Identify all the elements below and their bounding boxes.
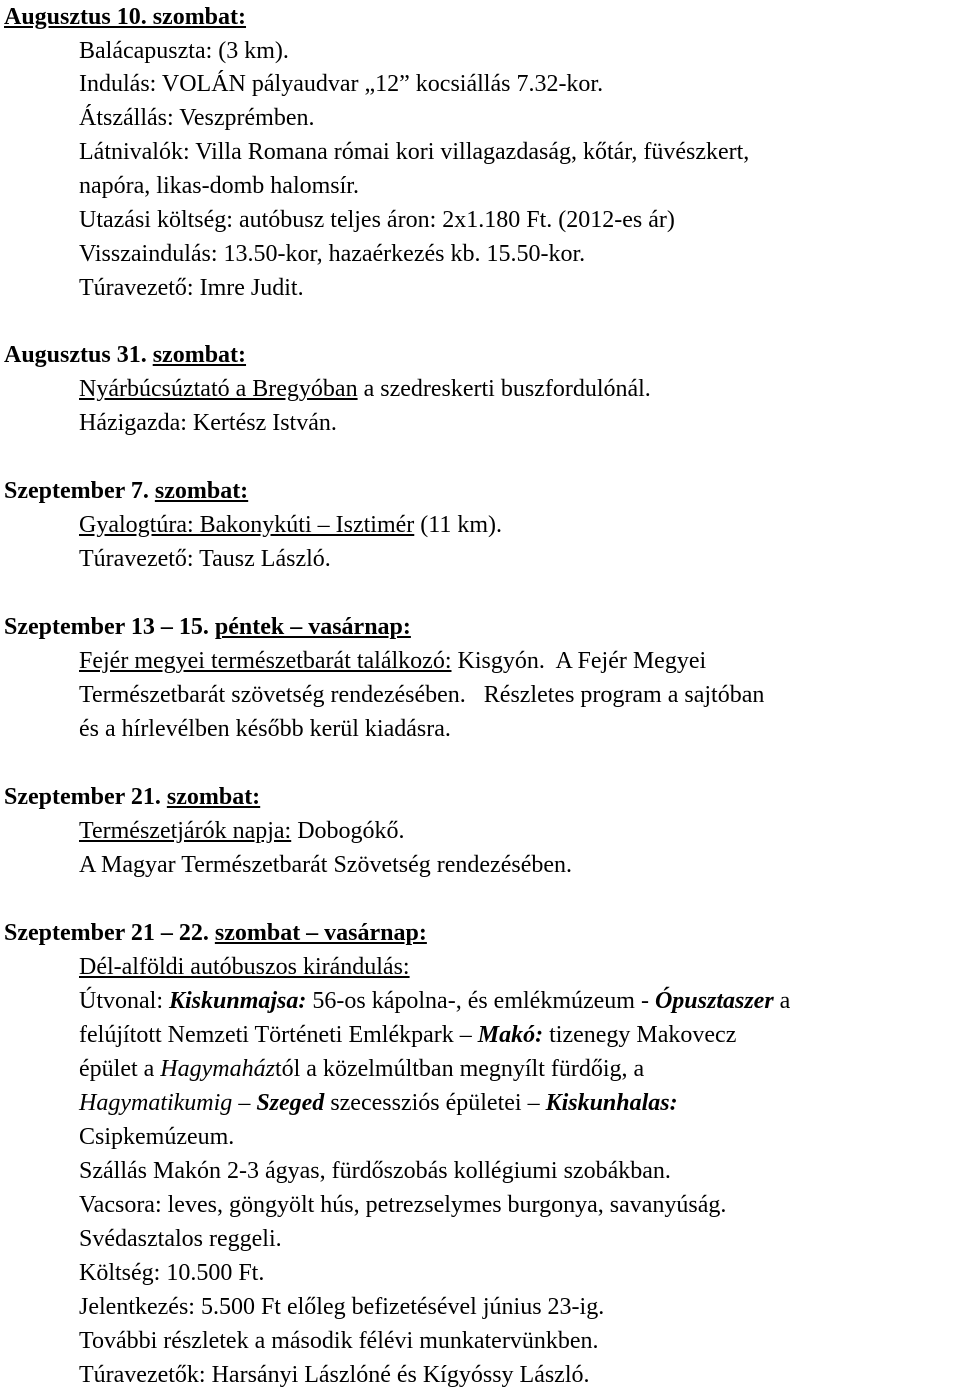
event-line: Természetbarát szövetség rendezésében. Részletes program a sajtóban [79,682,765,708]
event-day: péntek – vasárnap: [214,614,411,640]
event-heading: Augusztus 10. szombat: [4,4,247,30]
event-title: Fejér megyei természetbarát találkozó: [79,648,452,674]
route-line [79,1054,644,1084]
event-line: és a hírlevélben később kerül kiadásra. [79,716,451,742]
event-line: Látnivalók: Villa Romana római kori villagazdaság, kőtár, füvészkert, [79,139,750,165]
event-line: Túravezető: Imre Judit. [79,275,304,301]
event-line: Túravezetők: Harsányi Lászlóné és Kígyóssy László. [79,1362,590,1388]
route-text: tizenegy Makovecz [543,1022,737,1048]
route-place: Szeged [256,1090,325,1116]
event-title-line [79,646,706,676]
event-title-rest: (11 km). [414,512,503,538]
event-title-line [79,816,405,846]
event-line: napóra, likas-domb halomsír. [79,173,359,199]
route-text: felújított Nemzeti Történeti Emlékpark – [79,1022,478,1048]
event-heading [4,476,248,506]
route-line [79,986,790,1016]
event-line: Szállás Makón 2-3 ágyas, fürdőszobás kollégiumi szobákban. [79,1158,671,1184]
event-heading [4,612,411,642]
event-heading [4,782,260,812]
route-text: tól a közelmúltban megnyílt fürdőig, a [274,1056,645,1082]
event-day: szombat: [152,342,247,368]
event-title-rest: a szedreskerti buszfordulónál. [357,376,651,402]
route-text: 56-os kápolna-, és emlékmúzeum - [306,988,655,1014]
route-place: Kiskunhalas: [545,1090,678,1116]
route-place: Makó: [477,1022,544,1048]
route-text: Útvonal: [79,988,169,1014]
event-date: Szeptember 21 – 22. [4,920,209,946]
event-day: szombat: [154,478,249,504]
event-title: Gyalogtúra: Bakonykúti – Isztimér [79,512,415,538]
event-title-line [79,510,502,540]
event-line: Svédasztalos reggeli. [79,1226,282,1252]
route-line: Csipkemúzeum. [79,1124,235,1150]
event-line: Túravezető: Tausz László. [79,546,331,572]
event-line: Átszállás: Veszprémben. [79,105,315,131]
event-line: Házigazda: Kertész István. [79,410,337,436]
event-date: Szeptember 21. [4,784,161,810]
route-place: Hagymatikumig [79,1090,233,1116]
event-line: További részletek a második félévi munkatervünkben. [79,1328,599,1354]
event-line: A Magyar Természetbarát Szövetség rendezésében. [79,852,572,878]
route-text: épület a [79,1056,161,1082]
route-place: Ópusztaszer [654,988,774,1014]
event-date: Augusztus 31. [4,342,147,368]
event-title: Természetjárók napja: [79,818,292,844]
event-line: Utazási költség: autóbusz teljes áron: 2x1.180 Ft. (2012-es ár) [79,207,675,233]
event-title-rest: Dobogókő. [291,818,405,844]
event-title: Nyárbúcsúztató a Bregyóban [79,376,358,402]
route-text: szecessziós épületei – [324,1090,546,1116]
event-heading [4,340,246,370]
route-line [79,1088,678,1118]
event-day: szombat: [166,784,261,810]
event-title-line [79,374,651,404]
route-line [79,1020,736,1050]
event-line: Visszaindulás: 13.50-kor, hazaérkezés kb. 15.50-kor. [79,241,586,267]
route-text: a [773,988,791,1014]
event-day: szombat – vasárnap: [214,920,427,946]
event-line: Költség: 10.500 Ft. [79,1260,265,1286]
event-date: Szeptember 13 – 15. [4,614,209,640]
event-heading [4,918,427,948]
route-text: – [232,1090,257,1116]
event-line: Vacsora: leves, göngyölt hús, petrezselymes burgonya, savanyúság. [79,1192,727,1218]
event-line: Jelentkezés: 5.500 Ft előleg befizetésével június 23-ig. [79,1294,605,1320]
route-place: Kiskunmajsa: [169,988,307,1014]
event-line: Indulás: VOLÁN pályaudvar „12” kocsiállás 7.32-kor. [79,71,604,97]
event-line: Balácapuszta: (3 km). [79,38,289,64]
event-title: Dél-alföldi autóbuszos kirándulás: [79,954,410,980]
event-title-rest: Kisgyón. A Fejér Megyei [451,648,707,674]
route-place: Hagymaház [160,1056,275,1082]
event-date: Szeptember 7. [4,478,149,504]
